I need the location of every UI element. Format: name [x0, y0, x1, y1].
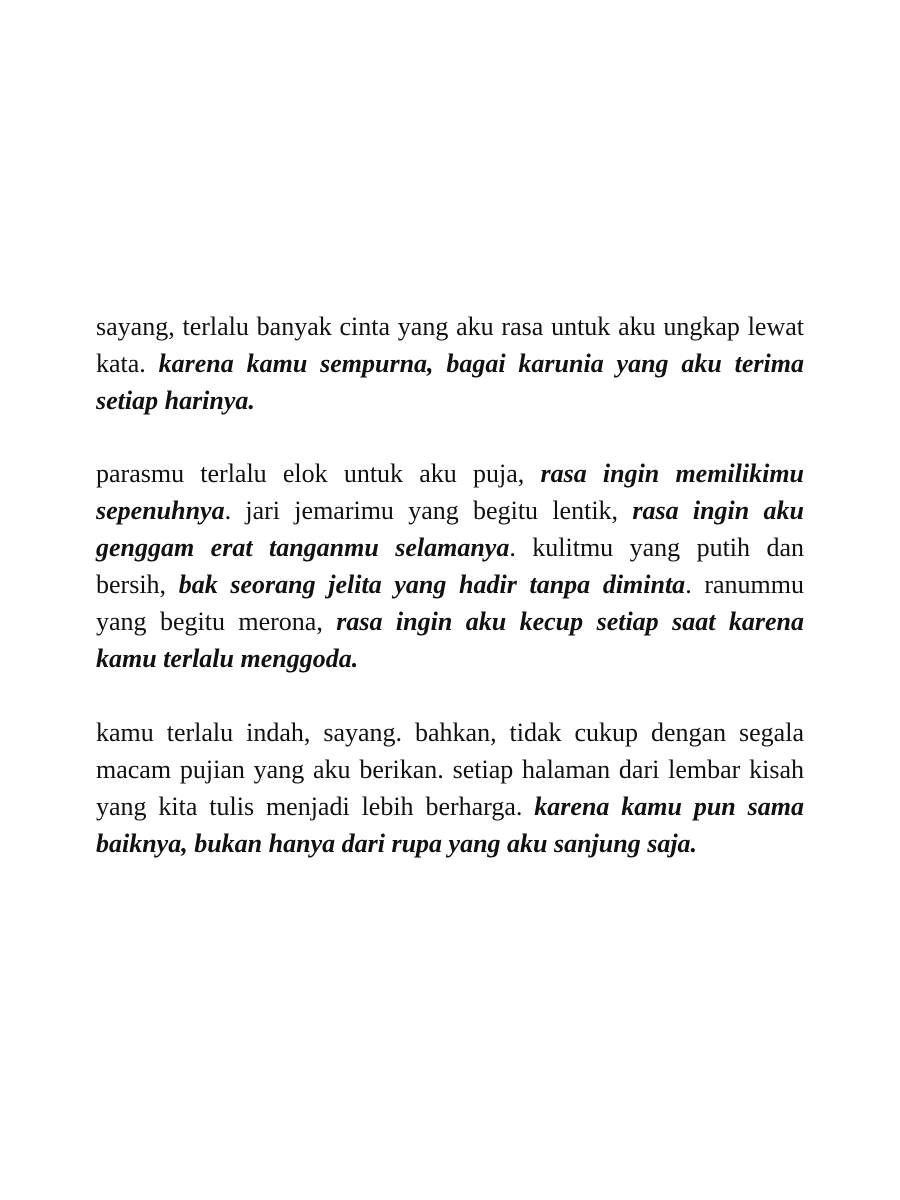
- paragraph-2-emphasis-3: bak seorang jelita yang hadir tanpa diminta: [178, 570, 686, 599]
- paragraph-3-emphasis-1: karena kamu pun sama baiknya, bukan hanya dari rupa yang aku sanjung saja.: [96, 792, 804, 858]
- paragraph-2-emphasis-4: rasa ingin aku kecup setiap saat karena kamu terlalu menggoda.: [96, 607, 804, 673]
- paragraph-2-emphasis-2: rasa ingin aku genggam erat tanganmu selamanya: [96, 496, 804, 562]
- paragraph-2-text-2: . jari jemarimu yang begitu lentik,: [224, 496, 633, 525]
- paragraph-2-text-4: . ranummu yang begitu merona,: [96, 570, 804, 636]
- paragraph-2-emphasis-1: rasa ingin memilikimu sepenuhnya: [96, 459, 805, 525]
- paragraph-3: [96, 714, 804, 862]
- paragraph-1-text-1: sayang, terlalu banyak cinta yang aku rasa untuk aku ungkap lewat kata.: [96, 312, 804, 378]
- paragraph-2: [96, 455, 804, 677]
- paragraph-1: [96, 308, 804, 419]
- paragraph-2-text-3: . kulitmu yang putih dan bersih,: [96, 533, 804, 599]
- paragraph-3-text-1: kamu terlalu indah, sayang. bahkan, tidak cukup dengan segala macam pujian yang aku berikan. setiap halaman dari lembar kisah yang kita tulis menjadi lebih berharga.: [96, 718, 804, 821]
- paragraph-1-emphasis-1: karena kamu sempurna, bagai karunia yang aku terima setiap harinya.: [96, 349, 804, 415]
- paragraph-2-text-1: parasmu terlalu elok untuk aku puja,: [96, 459, 541, 488]
